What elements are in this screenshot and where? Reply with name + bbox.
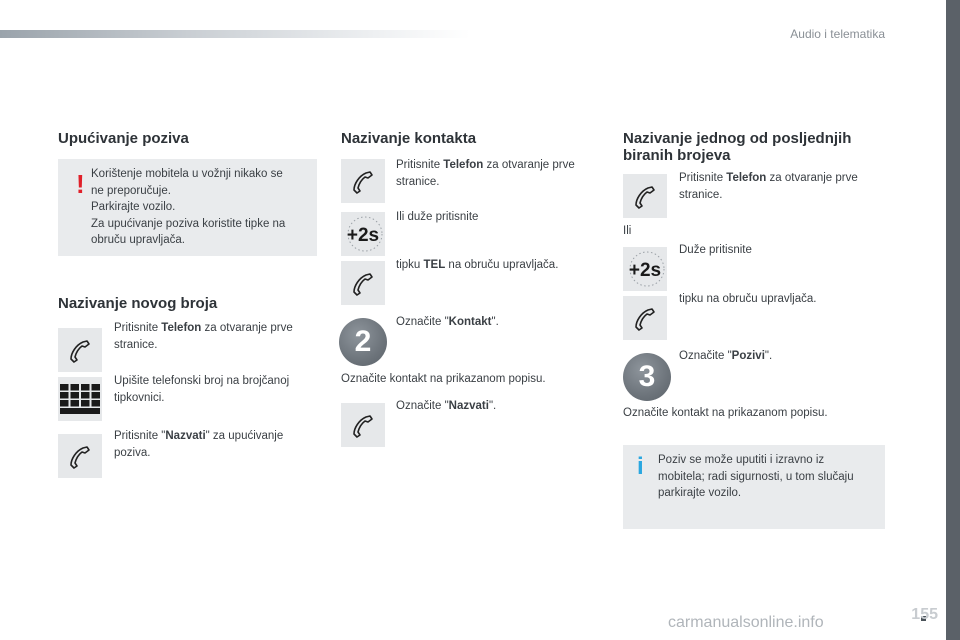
step-popis: Označite kontakt na prikazanom popisu. — [623, 407, 828, 419]
phone-icon-box — [341, 159, 385, 203]
phone-icon-box — [623, 174, 667, 218]
step-pozivi: Označite "Pozivi". — [679, 350, 773, 362]
info-box — [623, 445, 885, 529]
step-duze: Ili duže pritisnite — [396, 211, 479, 223]
svg-text:+2s: +2s — [346, 225, 380, 246]
heading-posljednji: Nazivanje jednog od posljednjih biranih brojeva — [623, 130, 852, 164]
info-text: Poziv se može uputiti i izravno iz mobitela; radi sigurnosti, u tom slučaju parkirajte vozilo. — [658, 454, 854, 499]
step-nazvati: Pritisnite "Nazvati" za upućivanje poziva. — [114, 430, 284, 459]
ili-label: Ili — [623, 225, 632, 237]
step-number-2: 2 — [339, 318, 387, 366]
heading-kontakt: Nazivanje kontakta — [341, 130, 477, 147]
hold-icon-box — [623, 247, 667, 291]
phone-handset-icon — [349, 411, 377, 439]
step-telefon: Pritisnite Telefon za otvaranje prve stranice. — [396, 159, 575, 188]
info-icon: i — [637, 453, 644, 480]
phone-icon-box — [623, 296, 667, 340]
warning-icon: ! — [76, 169, 85, 199]
hold-2s-icon — [341, 212, 385, 256]
phone-handset-icon — [631, 182, 659, 210]
phone-handset-icon — [66, 336, 94, 364]
phone-icon-box — [58, 328, 102, 372]
section-title: Audio i telematika — [790, 27, 885, 41]
heading-upucivanje: Upućivanje poziva — [58, 130, 189, 147]
step-keypad: Upišite telefonski broj na brojčanoj tipkovnici. — [114, 375, 290, 404]
hold-2s-icon — [623, 247, 667, 291]
step-kontakt: Označite "Kontakt". — [396, 316, 499, 328]
phone-handset-icon — [631, 304, 659, 332]
keypad-icon — [60, 384, 100, 414]
warning-text: Korištenje mobitela u vožnji nikako se ne preporučuje. Parkirajte vozilo. Za upućivanje poziva koristite tipke na obruču upravljača. — [91, 168, 286, 246]
phone-handset-icon — [349, 269, 377, 297]
step-duze: Duže pritisnite — [679, 244, 752, 256]
phone-icon-box — [58, 434, 102, 478]
svg-text:+2s: +2s — [628, 260, 662, 281]
step-telefon: Pritisnite Telefon za otvaranje prve stranice. — [114, 322, 293, 351]
header-bar — [0, 30, 470, 38]
step-tel: tipku TEL na obruču upravljača. — [396, 259, 559, 271]
phone-icon-box — [341, 403, 385, 447]
step-tipka: tipku na obruču upravljača. — [679, 293, 817, 305]
watermark: carmanualsonline.info — [668, 614, 824, 631]
heading-novi-broj: Nazivanje novog broja — [58, 295, 218, 312]
step-popis: Označite kontakt na prikazanom popisu. — [341, 373, 546, 385]
step-nazvati: Označite "Nazvati". — [396, 400, 497, 412]
warning-box — [58, 159, 317, 256]
hold-icon-box — [341, 212, 385, 256]
phone-icon-box — [341, 261, 385, 305]
step-telefon: Pritisnite Telefon za otvaranje prve stranice. — [679, 172, 858, 201]
keypad-icon-box — [58, 377, 102, 421]
step-number-3: 3 — [623, 353, 671, 401]
phone-handset-icon — [66, 442, 94, 470]
page-number: 155 — [911, 606, 938, 623]
phone-handset-icon — [349, 167, 377, 195]
sidebar-strip — [946, 0, 960, 640]
